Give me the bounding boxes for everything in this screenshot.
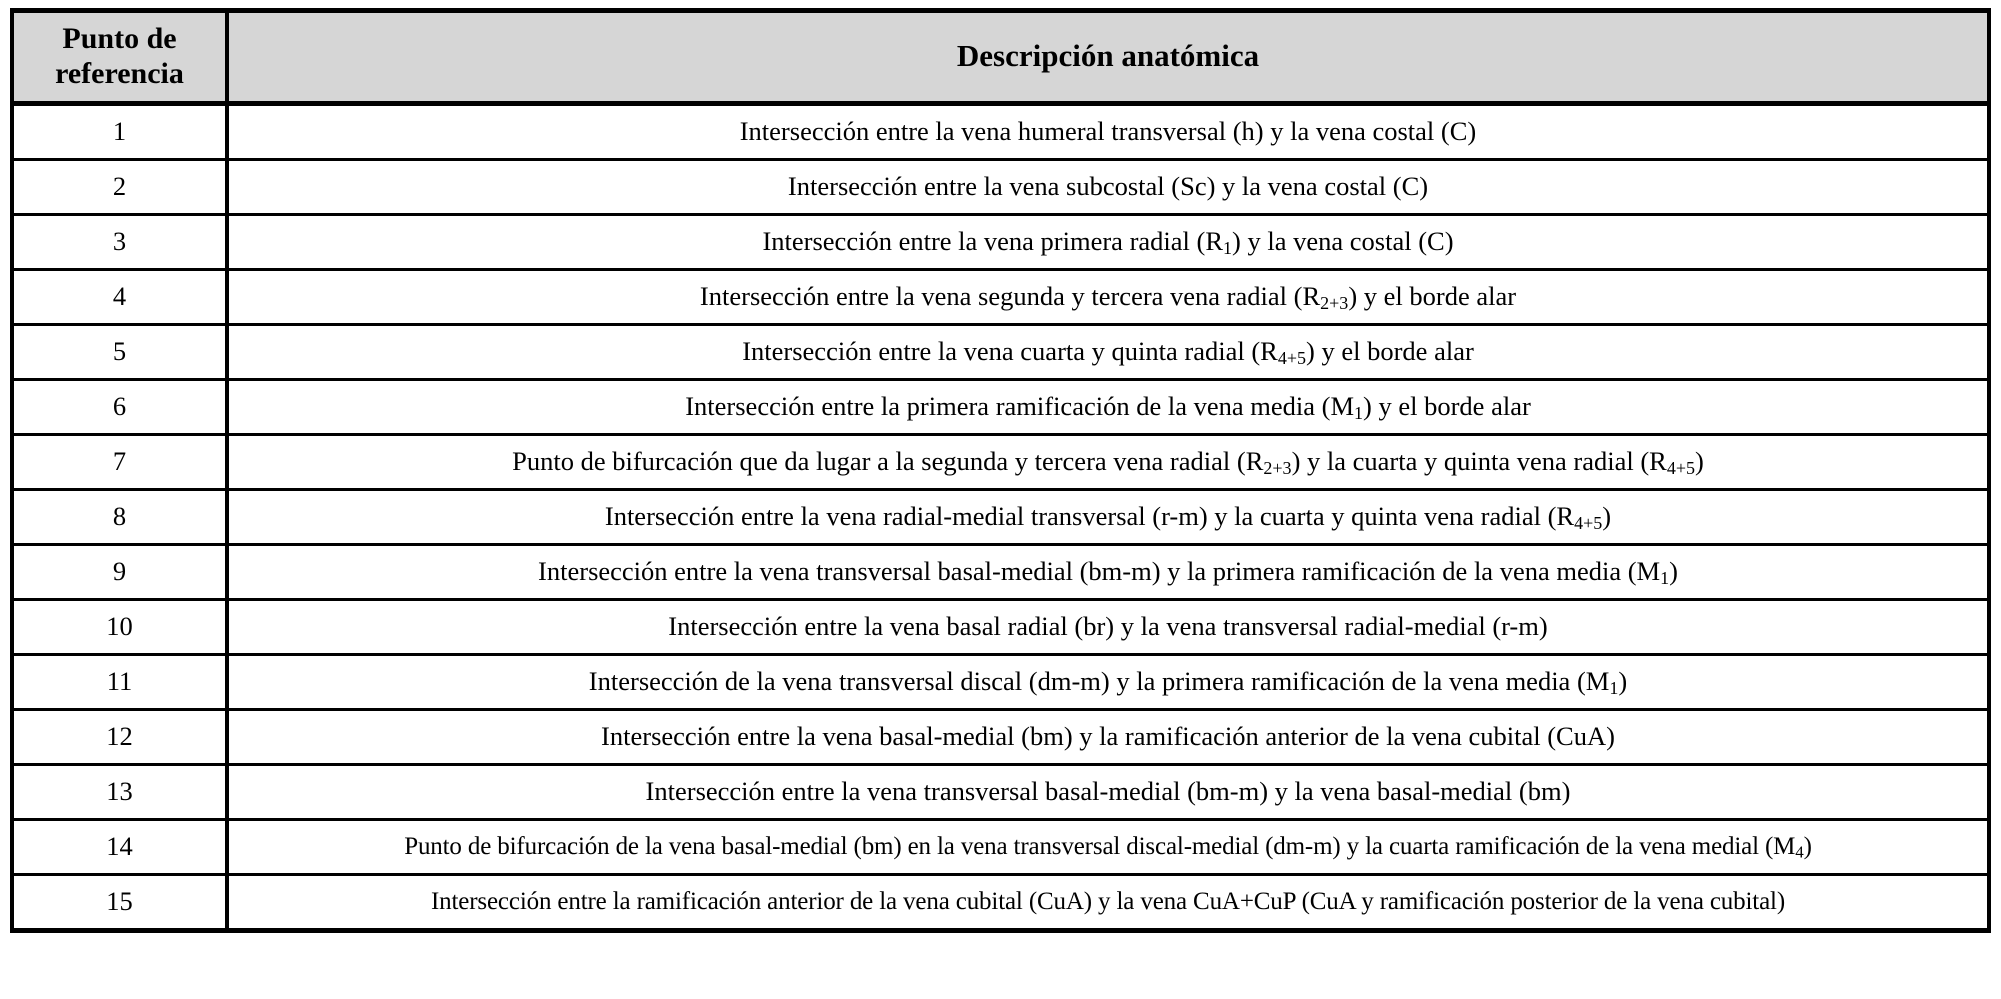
table-body [12,104,1989,931]
cell-reference-number: 10 [12,600,227,655]
table-row [12,875,1989,931]
table-row [12,380,1989,435]
cell-anatomical-description: Punto de bifurcación que da lugar a la segunda y tercera vena radial $(R_{2+3})$ y la cuarta y quinta vena radial $(R_{4+5})$ [227,435,1989,490]
table-row [12,490,1989,545]
table-row [12,820,1989,875]
cell-reference-number: 12 [12,710,227,765]
table-row [12,600,1989,655]
cell-reference-number: 3 [12,215,227,270]
cell-anatomical-description: Intersección entre la vena transversal basal-medial (bm-m) y la primera ramificación de la vena media $(M_1)$ [227,545,1989,600]
table-header [12,11,1989,104]
landmark-reference-table [10,8,1991,933]
cell-anatomical-description: Intersección entre la vena primera radial $(R_1)$ y la vena costal (C) [227,215,1989,270]
cell-reference-number: 2 [12,160,227,215]
cell-anatomical-description: Intersección entre la vena transversal basal-medial (bm-m) y la vena basal-medial (bm) [227,765,1989,820]
cell-reference-number: 4 [12,270,227,325]
table-row [12,435,1989,490]
table-row [12,710,1989,765]
cell-anatomical-description: Intersección entre la ramificación anterior de la vena cubital (CuA) y la vena CuA+CuP (CuA y ramificación posterior de la vena cubital) [227,875,1989,931]
cell-reference-number: 5 [12,325,227,380]
table-row [12,765,1989,820]
table-row [12,655,1989,710]
cell-anatomical-description: Intersección entre la vena humeral transversal (h) y la vena costal (C) [227,104,1989,160]
header-ref-line1: Punto de [62,21,177,55]
cell-anatomical-description: Intersección entre la vena segunda y tercera vena radial $(R_{2+3})$ y el borde alar [227,270,1989,325]
column-header-descripcion-anatomica: Descripción anatómica [227,11,1989,104]
cell-reference-number: 1 [12,104,227,160]
cell-anatomical-description: Punto de bifurcación de la vena basal-medial (bm) en la vena transversal discal-medial (dm-m) y la cuarta ramificación de la vena medial $(M_4)$ [227,820,1989,875]
cell-anatomical-description: Intersección entre la vena radial-medial transversal (r-m) y la cuarta y quinta vena radial $(R_{4+5})$ [227,490,1989,545]
header-row [12,11,1989,104]
cell-reference-number: 6 [12,380,227,435]
table-row [12,160,1989,215]
cell-anatomical-description: Intersección entre la vena subcostal (Sc) y la vena costal (C) [227,160,1989,215]
cell-reference-number: 9 [12,545,227,600]
table-row [12,545,1989,600]
header-ref-line2: referencia [55,57,184,90]
cell-reference-number: 8 [12,490,227,545]
cell-reference-number: 14 [12,820,227,875]
table-row [12,270,1989,325]
cell-anatomical-description: Intersección de la vena transversal discal (dm-m) y la primera ramificación de la vena media $(M_1)$ [227,655,1989,710]
column-header-punto-de-referencia [12,11,227,104]
table-row [12,325,1989,380]
cell-anatomical-description: Intersección entre la vena basal radial (br) y la vena transversal radial-medial (r-m) [227,600,1989,655]
cell-anatomical-description: Intersección entre la primera ramificación de la vena media $(M_1)$ y el borde alar [227,380,1989,435]
table-row [12,104,1989,160]
cell-reference-number: 15 [12,875,227,931]
table-row [12,215,1989,270]
cell-reference-number: 13 [12,765,227,820]
cell-reference-number: 11 [12,655,227,710]
cell-reference-number: 7 [12,435,227,490]
cell-anatomical-description: Intersección entre la vena cuarta y quinta radial $(R_{4+5})$ y el borde alar [227,325,1989,380]
cell-anatomical-description: Intersección entre la vena basal-medial (bm) y la ramificación anterior de la vena cubital (CuA) [227,710,1989,765]
